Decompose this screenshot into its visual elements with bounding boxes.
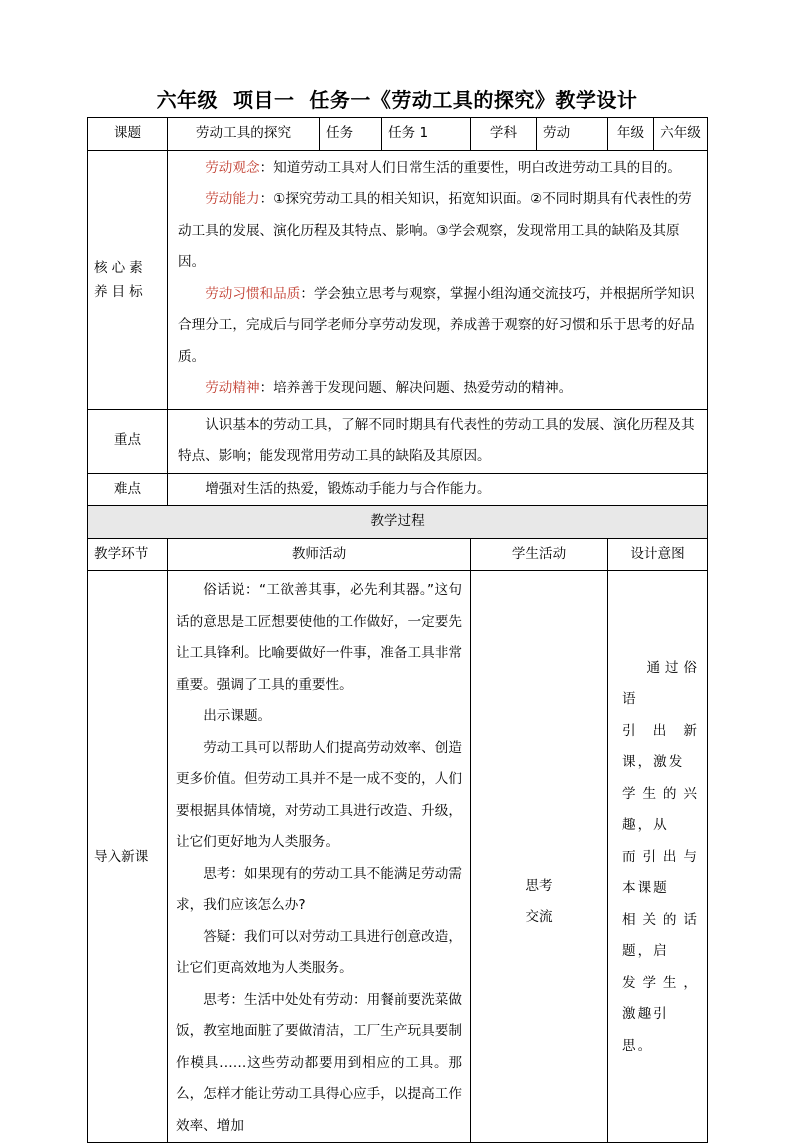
teacher-paragraph: 俗话说：“工欲善其事，必先利其器。”这句话的意思是工匠想要使他的工作做好，一定要先让工具锋利。比喻要做好一件事，准备工具非常重要。强调了工具的重要性。 (176, 582, 462, 693)
intent-line: 思。 (622, 1037, 654, 1054)
column-student: 学生活动 (471, 538, 608, 571)
grade-label: 年级 (608, 118, 654, 151)
design-intent (608, 571, 708, 1143)
page-title: 六年级 项目一 任务一《劳动工具的探究》教学设计 (156, 88, 638, 112)
core-item-text: 学会独立思考与观察，掌握小组沟通交流技巧，并根据所学知识合理分工，完成后与同学老师分享劳动发现，养成善于观察的好习惯和乐于思考的好品质。 (178, 285, 695, 365)
core-item (178, 279, 700, 374)
core-item-text: 知道劳动工具对人们日常生活的重要性，明白改进劳动工具的目的。 (273, 159, 681, 176)
core-item-sep: ： (259, 191, 274, 207)
core-literacy-content (168, 150, 708, 409)
subject-label: 学科 (471, 118, 537, 151)
core-item-key: 劳动精神 (205, 380, 260, 396)
core-item-key: 劳动能力 (205, 191, 260, 207)
column-intent: 设计意图 (608, 538, 708, 571)
intent-line: 而引出与本课题 (622, 848, 699, 897)
key-points-text: 认识基本的劳动工具，了解不同时期具有代表性的劳动工具的发展、演化历程及其特点、影响；能发现常用劳动工具的缺陷及其原因。 (168, 409, 708, 473)
difficulties-text: 增强对生活的热爱，锻炼动手能力与合作能力。 (168, 473, 708, 506)
lesson-plan-table (87, 117, 708, 1143)
core-literacy-row (88, 150, 708, 409)
subject-value: 劳动 (537, 118, 608, 151)
core-item-text: 培养善于发现问题、解决问题、热爱劳动的精神。 (273, 380, 573, 396)
intent-line: 发学生，激趣引 (622, 974, 699, 1023)
teacher-paragraph: 思考：如果现有的劳动工具不能满足劳动需求，我们应该怎么办? (176, 865, 462, 913)
core-item-text: ①探究劳动工具的相关知识，拓宽知识面。②不同时期具有代表性的劳动工具的发展、演化历程及其特点、影响。③学会观察，发现常用工具的缺陷及其原因。 (178, 191, 692, 270)
topic-label: 课题 (88, 118, 168, 151)
difficulties-row (88, 473, 708, 506)
core-item-key: 劳动观念 (205, 159, 260, 176)
task-value: 任务 1 (382, 118, 471, 151)
teacher-paragraph: 出示课题。 (203, 708, 272, 724)
process-columns-row (88, 538, 708, 571)
intent-line: 相关的话题，启 (622, 911, 699, 960)
column-stage: 教学环节 (88, 538, 168, 571)
key-points-label: 重点 (88, 409, 168, 473)
topic-value: 劳动工具的探究 (168, 118, 320, 151)
stage-name: 导入新课 (88, 571, 168, 1143)
intro-stage-row (88, 571, 708, 1143)
core-item-sep: ： (259, 380, 274, 396)
task-label: 任务 (320, 118, 382, 151)
teacher-paragraph: 劳动工具可以帮助人们提高劳动效率、创造更多价值。但劳动工具并不是一成不变的，人们要根据具体情境，对劳动工具进行改造、升级，让它们更好地为人类服务。 (176, 739, 462, 850)
student-activity-line: 思考 (525, 877, 553, 894)
core-item-sep: ： (259, 159, 274, 176)
process-title-row (88, 506, 708, 539)
core-literacy-label: 核心素养目标 (88, 150, 168, 409)
grade-value: 六年级 (654, 118, 708, 151)
student-activity (471, 571, 608, 1143)
teacher-paragraph: 思考：生活中处处有劳动：用餐前要洗菜做饭，教室地面脏了要做清洁，工厂生产玩具要制作模具……这些劳动都要用到相应的工具。那么，怎样才能让劳动工具得心应手，以提高工作效率、增加 (176, 991, 462, 1134)
process-title: 教学过程 (88, 506, 708, 539)
teacher-activity (168, 571, 471, 1143)
intent-line: 通过俗语 (622, 659, 699, 708)
teacher-paragraph: 答疑：我们可以对劳动工具进行创意改造，让它们更高效地为人类服务。 (176, 928, 462, 976)
intent-line: 引出新课，激发 (622, 722, 699, 771)
difficulties-label: 难点 (88, 473, 168, 506)
key-points-row (88, 409, 708, 473)
core-item (178, 184, 700, 279)
info-row (88, 118, 708, 151)
student-activity-line: 交流 (525, 909, 553, 925)
column-teacher: 教师活动 (168, 538, 471, 571)
core-item-key: 劳动习惯和品质 (205, 285, 301, 302)
intent-line: 学生的兴趣，从 (622, 785, 699, 834)
core-item (178, 373, 700, 405)
core-item-sep: ： (300, 285, 314, 302)
core-item (178, 153, 700, 185)
